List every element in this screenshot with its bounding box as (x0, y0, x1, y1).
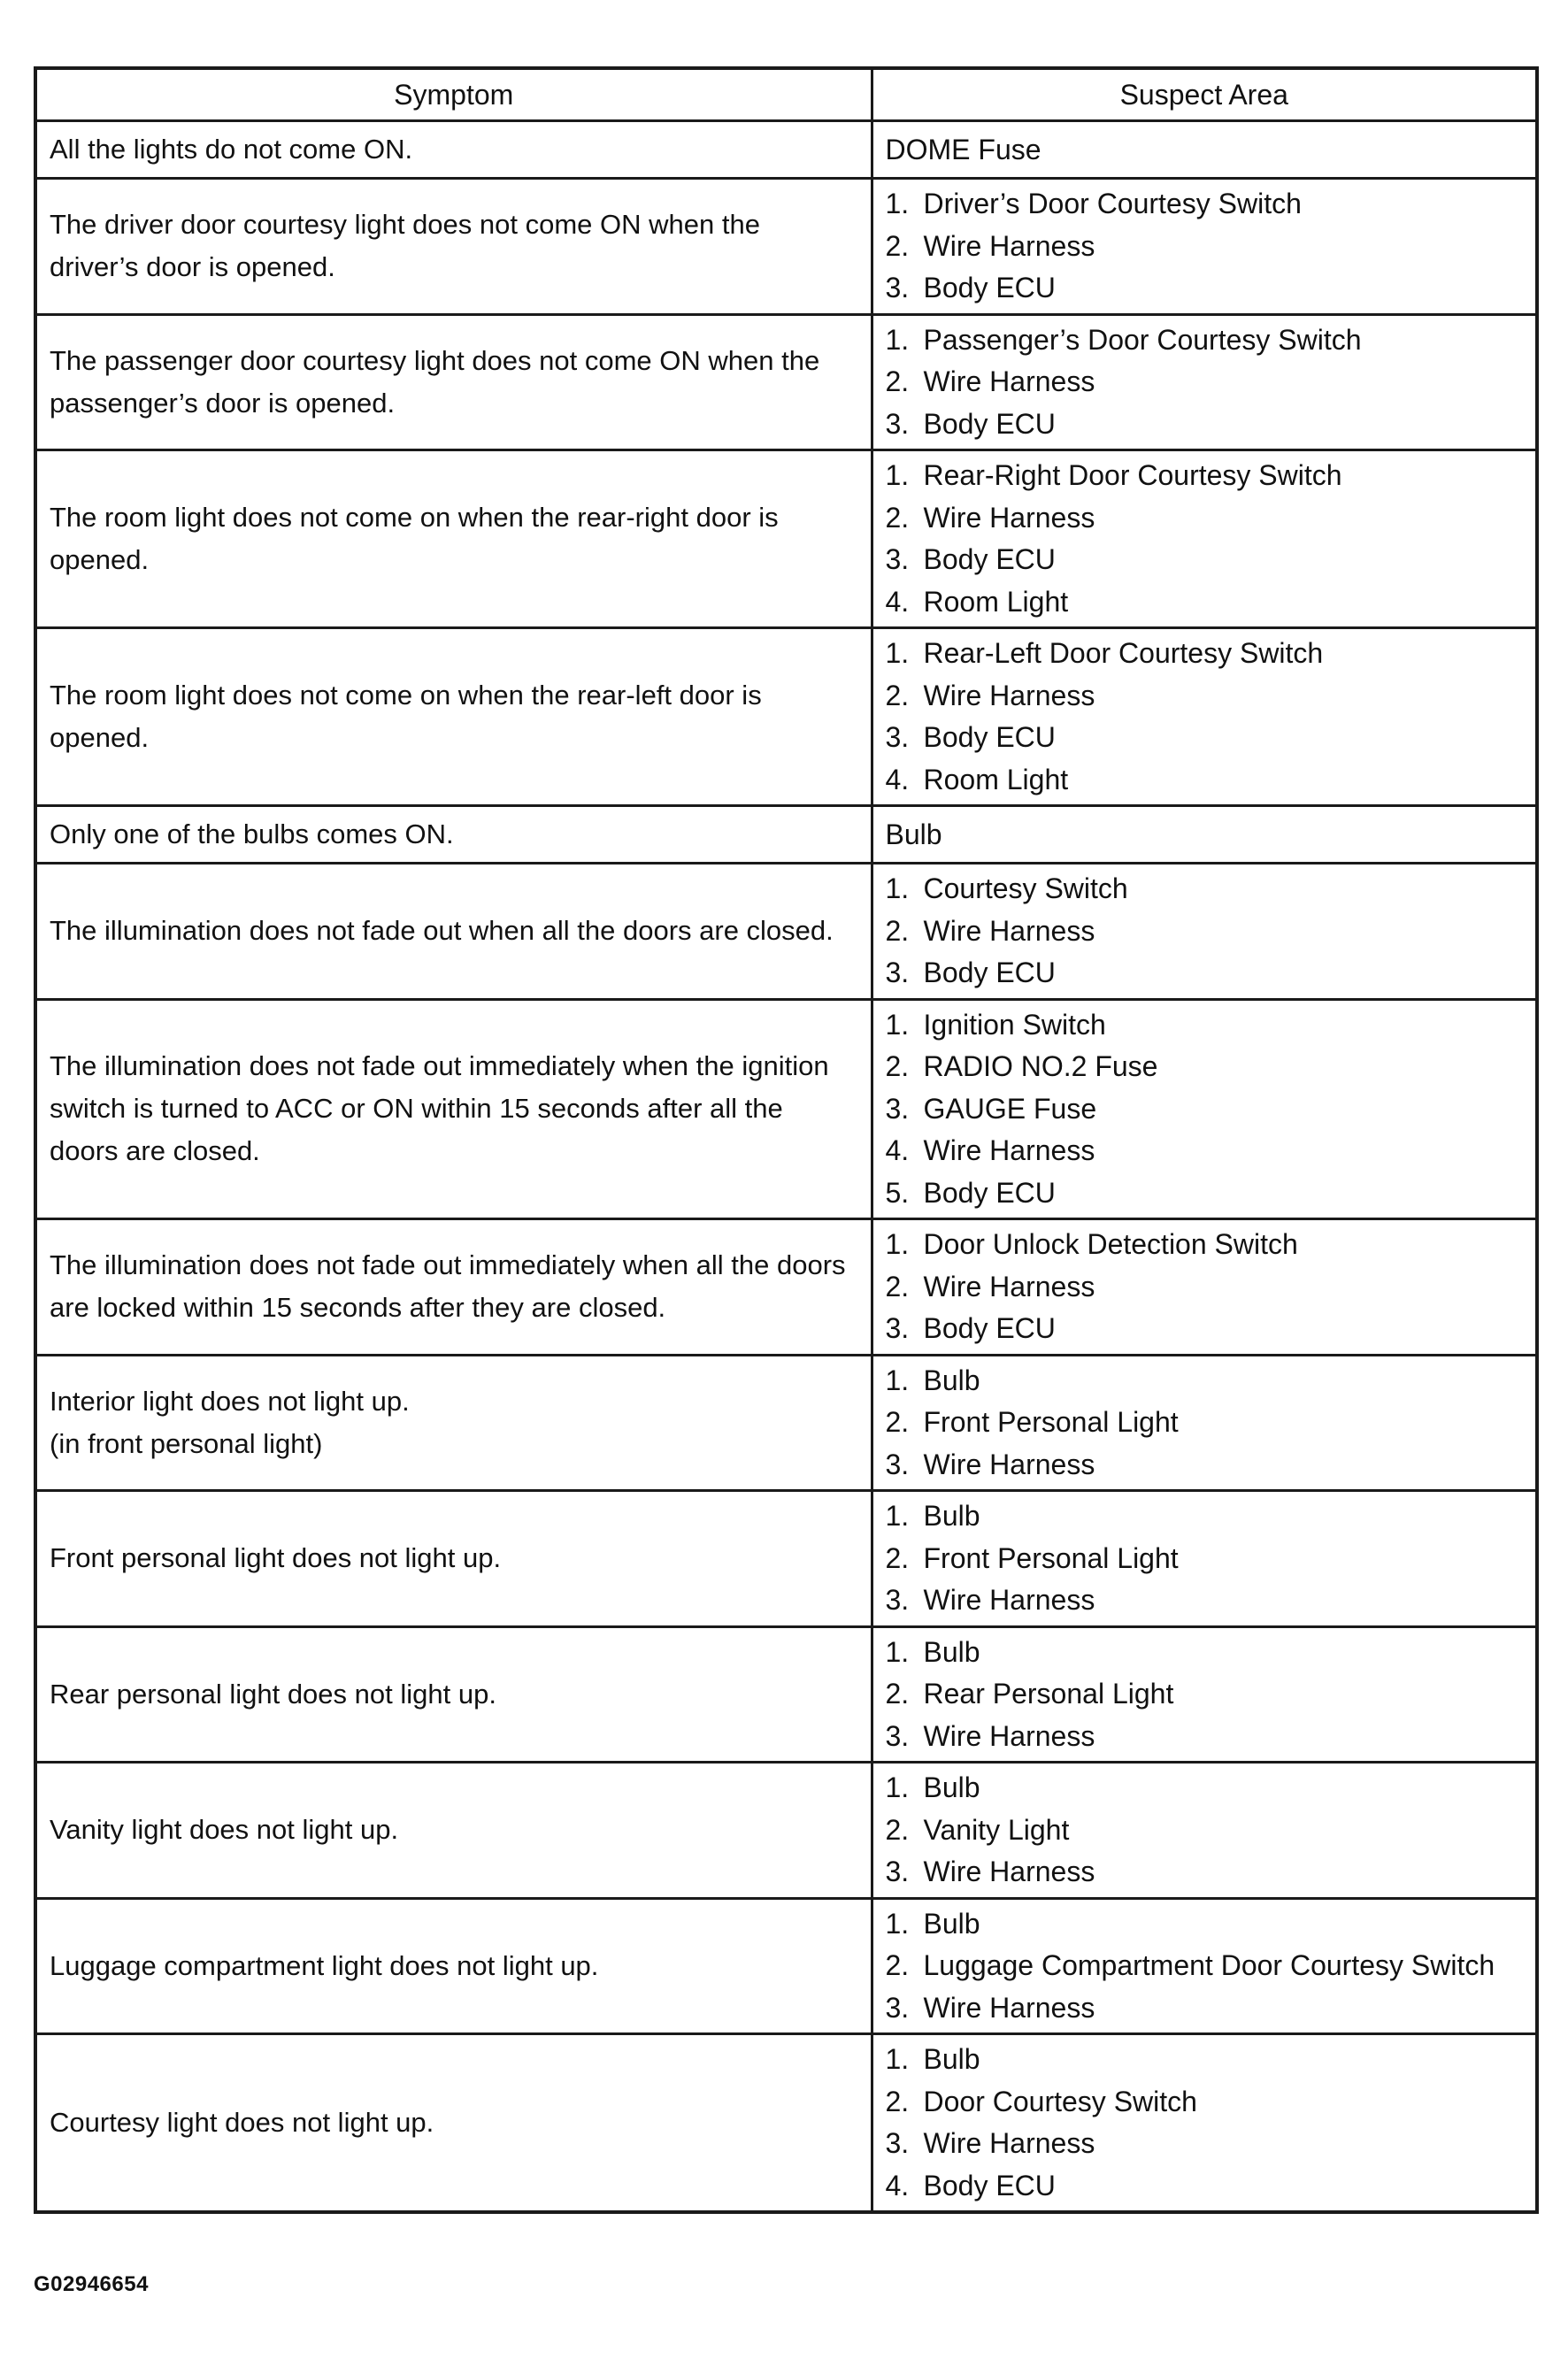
table-row (35, 1219, 1537, 1356)
suspect-area-item-number: 3. (885, 721, 910, 753)
table-row (35, 1355, 1537, 1491)
suspect-area-item (886, 361, 1526, 403)
suspect-area-item-text: Rear-Right Door Courtesy Switch (923, 459, 1342, 491)
suspect-area-item-text: Bulb (923, 1364, 980, 1396)
suspect-area-item-number: 1. (885, 1364, 910, 1396)
suspect-area-item-number: 1. (885, 1008, 910, 1041)
symptom-text: The illumination does not fade out when all the doors are closed. (50, 915, 834, 947)
suspect-area-item-text: Wire Harness (923, 501, 1095, 534)
suspect-area-item-text: Vanity Light (923, 1813, 1070, 1846)
suspect-area-item (886, 868, 1526, 911)
suspect-area-item (886, 1444, 1526, 1487)
suspect-area-item (886, 2165, 1526, 2208)
table-row (35, 1763, 1537, 1899)
symptom-cell (35, 864, 872, 1000)
symptom-cell (35, 2034, 872, 2213)
suspect-area-item-text: Body ECU (923, 543, 1056, 575)
suspect-area-item (886, 759, 1526, 802)
suspect-area-item (886, 1130, 1526, 1172)
suspect-area-item-number: 2. (885, 1270, 910, 1302)
symptom-cell (35, 628, 872, 806)
suspect-area-cell (872, 450, 1537, 628)
suspect-area-list (886, 319, 1526, 446)
suspect-area-cell (872, 628, 1537, 806)
suspect-area-item (886, 497, 1526, 540)
suspect-area-list (886, 455, 1526, 623)
suspect-area-item-number: 2. (885, 1813, 910, 1846)
suspect-area-item (886, 1266, 1526, 1309)
suspect-area-item-number: 2. (885, 501, 910, 534)
symptom-text: The room light does not come on when the rear-left door is opened. (50, 680, 762, 753)
suspect-area-item-text: Wire Harness (923, 229, 1095, 262)
table-row (35, 179, 1537, 315)
suspect-area-item-text: Door Unlock Detection Switch (923, 1228, 1298, 1260)
suspect-area-cell (872, 999, 1537, 1219)
suspect-area-item-text: Body ECU (923, 2169, 1056, 2201)
suspect-area-item-number: 4. (885, 2169, 910, 2201)
symptom-text-line2: (in front personal light) (50, 1427, 323, 1459)
suspect-area-item-number: 3. (885, 407, 910, 440)
suspect-area-item-number: 5. (885, 1176, 910, 1209)
suspect-area-item (886, 1308, 1526, 1350)
suspect-area-item (886, 1402, 1526, 1444)
suspect-area-item-text: Rear Personal Light (923, 1678, 1174, 1710)
symptom-cell (35, 121, 872, 179)
suspect-area-item (886, 1004, 1526, 1047)
suspect-area-list (886, 1632, 1526, 1758)
suspect-area-item-text: Bulb (923, 1500, 980, 1532)
suspect-area-item-number: 1. (885, 1907, 910, 1940)
suspect-area-item-number: 2. (885, 1949, 910, 1981)
table-row (35, 121, 1537, 179)
symptom-cell (35, 1626, 872, 1763)
suspect-area-item-number: 1. (885, 1771, 910, 1803)
suspect-area-item-text: Front Personal Light (923, 1406, 1179, 1438)
symptom-text: Luggage compartment light does not light up. (50, 1949, 599, 1981)
suspect-area-item-text: Room Light (923, 763, 1069, 795)
suspect-area-item (886, 1538, 1526, 1580)
suspect-area-cell (872, 806, 1537, 864)
symptom-table (34, 66, 1539, 2214)
symptom-cell (35, 1355, 872, 1491)
suspect-area-item-number: 2. (885, 2085, 910, 2117)
suspect-area-item (886, 1632, 1526, 1674)
suspect-area-item (886, 717, 1526, 759)
suspect-area-item-number: 1. (885, 637, 910, 669)
table-row (35, 1898, 1537, 2034)
symptom-cell (35, 314, 872, 450)
suspect-area-list (886, 2039, 1526, 2207)
suspect-area-item-number: 1. (885, 2043, 910, 2075)
suspect-area-item (886, 1945, 1526, 1987)
suspect-area-list (886, 633, 1526, 801)
suspect-area-item (886, 1046, 1526, 1088)
suspect-area-item-number: 1. (885, 872, 910, 904)
symptom-cell (35, 1763, 872, 1899)
suspect-area-cell (872, 1219, 1537, 1356)
table-row (35, 864, 1537, 1000)
suspect-area-list (886, 868, 1526, 995)
suspect-area-item (886, 581, 1526, 624)
suspect-area-item-text: Wire Harness (923, 1719, 1095, 1752)
suspect-area-item (886, 455, 1526, 497)
suspect-area-item-text: Bulb (923, 1635, 980, 1668)
symptom-text: Rear personal light does not light up. (50, 1678, 496, 1710)
suspect-area-item (886, 1716, 1526, 1758)
symptom-cell (35, 450, 872, 628)
suspect-area-cell (872, 121, 1537, 179)
symptom-cell (35, 1491, 872, 1627)
suspect-area-item-text: Wire Harness (923, 1270, 1095, 1302)
suspect-area-item (886, 2039, 1526, 2081)
suspect-area-item (886, 1495, 1526, 1538)
suspect-area-item-number: 4. (885, 763, 910, 795)
symptom-text: Courtesy light does not light up. (50, 2107, 434, 2138)
suspect-area-item (886, 1903, 1526, 1946)
suspect-area-item (886, 633, 1526, 675)
symptom-text: Vanity light does not light up. (50, 1814, 399, 1846)
suspect-area-item-text: Passenger’s Door Courtesy Switch (923, 323, 1362, 356)
suspect-area-item-text: Body ECU (923, 272, 1056, 304)
suspect-area-item-number: 2. (885, 1678, 910, 1710)
suspect-area-item (886, 1810, 1526, 1852)
symptom-cell (35, 1219, 872, 1356)
suspect-area-item (886, 403, 1526, 446)
suspect-area-item-number: 3. (885, 1991, 910, 2024)
suspect-area-item-number: 3. (885, 1584, 910, 1616)
symptom-cell (35, 806, 872, 864)
suspect-area-item-number: 2. (885, 1541, 910, 1574)
suspect-area-item (886, 1767, 1526, 1810)
table-row (35, 1626, 1537, 1763)
suspect-area-item-text: Body ECU (923, 957, 1056, 988)
suspect-area-cell (872, 2034, 1537, 2213)
suspect-area-item-text: Body ECU (923, 721, 1056, 753)
suspect-area-item (886, 2123, 1526, 2165)
suspect-area-item-number: 1. (885, 1500, 910, 1532)
suspect-area-item (886, 1579, 1526, 1622)
suspect-area-item-text: Front Personal Light (923, 1541, 1179, 1574)
suspect-area-item-text: Wire Harness (923, 1856, 1095, 1887)
suspect-area-item-number: 4. (885, 1134, 910, 1166)
suspect-area-item (886, 1224, 1526, 1266)
suspect-area-item-text: Body ECU (923, 1312, 1056, 1344)
symptom-text: The room light does not come on when the rear-right door is opened. (50, 502, 779, 575)
suspect-area-cell (872, 314, 1537, 450)
suspect-area-item (886, 1360, 1526, 1402)
suspect-area-list (886, 1224, 1526, 1350)
suspect-area-item-text: RADIO NO.2 Fuse (923, 1050, 1158, 1082)
table-header-row (35, 68, 1537, 121)
suspect-area-item (886, 183, 1526, 226)
table-row (35, 806, 1537, 864)
suspect-area-item-number: 3. (885, 1856, 910, 1887)
suspect-area-item-number: 3. (885, 1719, 910, 1752)
symptom-text: Interior light does not light up. (50, 1385, 410, 1417)
symptom-text: The illumination does not fade out immediately when the ignition switch is turned to ACC or ON within 15 seconds after all the doors are closed. (50, 1050, 829, 1167)
suspect-area-item-text: Wire Harness (923, 914, 1095, 947)
suspect-area-item-text: Ignition Switch (923, 1008, 1106, 1041)
table-row (35, 2034, 1537, 2213)
table-body (35, 121, 1537, 2213)
suspect-area-item-number: 3. (885, 1448, 910, 1480)
suspect-area-item-number: 3. (885, 957, 910, 988)
table-row (35, 450, 1537, 628)
suspect-area-item-number: 2. (885, 914, 910, 947)
suspect-area-cell (872, 864, 1537, 1000)
suspect-area-item-text: Room Light (923, 585, 1069, 618)
suspect-area-item-text: Luggage Compartment Door Courtesy Switch (923, 1949, 1495, 1981)
suspect-area-item-number: 1. (885, 459, 910, 491)
suspect-area-item-text: Bulb (923, 2043, 980, 2075)
symptom-text: All the lights do not come ON. (50, 134, 413, 165)
suspect-area-item (886, 2081, 1526, 2124)
suspect-area-item-text: Wire Harness (923, 1991, 1095, 2024)
suspect-area-cell (872, 1763, 1537, 1899)
suspect-area-item-text: Wire Harness (923, 2127, 1095, 2159)
suspect-area-cell (872, 179, 1537, 315)
suspect-area-list (886, 1903, 1526, 2030)
suspect-area-list (886, 1495, 1526, 1622)
symptom-cell (35, 179, 872, 315)
suspect-area-text: Bulb (885, 818, 942, 850)
suspect-area-list (886, 1360, 1526, 1487)
suspect-area-cell (872, 1626, 1537, 1763)
suspect-area-item-text: Bulb (923, 1907, 980, 1940)
suspect-area-item (886, 952, 1526, 995)
suspect-area-item-number: 3. (885, 2127, 910, 2159)
suspect-area-item (886, 319, 1526, 362)
suspect-area-item (886, 1172, 1526, 1215)
suspect-area-item-number: 1. (885, 188, 910, 219)
suspect-area-item-number: 2. (885, 229, 910, 262)
suspect-area-item-text: Wire Harness (923, 679, 1095, 711)
suspect-area-item-text: Wire Harness (923, 1134, 1095, 1166)
symptom-text: The passenger door courtesy light does not come ON when the passenger’s door is opened. (50, 344, 820, 419)
symptom-table-container (34, 66, 1535, 2214)
suspect-area-list (886, 1767, 1526, 1894)
suspect-area-item (886, 911, 1526, 953)
table-row (35, 314, 1537, 450)
suspect-area-item (886, 539, 1526, 581)
suspect-area-item-number: 2. (885, 679, 910, 711)
suspect-area-cell (872, 1355, 1537, 1491)
column-header-symptom: Symptom (35, 68, 872, 121)
suspect-area-item-number: 4. (885, 585, 910, 618)
suspect-area-item-number: 2. (885, 1050, 910, 1082)
suspect-area-item (886, 1673, 1526, 1716)
suspect-area-item-number: 3. (885, 1312, 910, 1344)
suspect-area-item (886, 1851, 1526, 1894)
suspect-area-list (886, 1004, 1526, 1215)
suspect-area-item-number: 3. (885, 543, 910, 575)
suspect-area-item-text: Body ECU (923, 1176, 1056, 1209)
figure-id: G02946654 (34, 2272, 149, 2296)
suspect-area-item (886, 675, 1526, 718)
symptom-text: Only one of the bulbs comes ON. (50, 818, 454, 849)
suspect-area-item-text: GAUGE Fuse (923, 1092, 1097, 1125)
symptom-text: The driver door courtesy light does not come ON when the driver’s door is opened. (50, 209, 760, 283)
suspect-area-item-text: Door Courtesy Switch (923, 2085, 1197, 2117)
table-row (35, 1491, 1537, 1627)
suspect-area-item-number: 1. (885, 1228, 910, 1260)
symptom-text: Front personal light does not light up. (50, 1542, 502, 1574)
suspect-area-item-number: 3. (885, 272, 910, 304)
suspect-area-item (886, 1987, 1526, 2030)
suspect-area-item-number: 1. (885, 323, 910, 356)
suspect-area-item-text: Wire Harness (923, 365, 1095, 397)
suspect-area-text: DOME Fuse (885, 134, 1041, 165)
suspect-area-item-text: Wire Harness (923, 1584, 1095, 1616)
suspect-area-item-text: Bulb (923, 1771, 980, 1803)
suspect-area-item-text: Wire Harness (923, 1448, 1095, 1480)
suspect-area-item (886, 1088, 1526, 1131)
suspect-area-cell (872, 1491, 1537, 1627)
suspect-area-item-number: 2. (885, 1406, 910, 1438)
suspect-area-list (886, 183, 1526, 310)
suspect-area-item-number: 1. (885, 1635, 910, 1668)
suspect-area-item (886, 226, 1526, 268)
table-row (35, 999, 1537, 1219)
symptom-cell (35, 999, 872, 1219)
suspect-area-item (886, 267, 1526, 310)
suspect-area-item-text: Rear-Left Door Courtesy Switch (923, 637, 1324, 669)
column-header-suspect-area: Suspect Area (872, 68, 1537, 121)
suspect-area-item-text: Body ECU (923, 407, 1056, 440)
suspect-area-item-number: 3. (885, 1092, 910, 1125)
symptom-text: The illumination does not fade out immediately when all the doors are locked within 15 seconds after they are closed. (50, 1249, 846, 1324)
suspect-area-item-text: Driver’s Door Courtesy Switch (923, 188, 1302, 219)
suspect-area-cell (872, 1898, 1537, 2034)
suspect-area-item-text: Courtesy Switch (923, 872, 1128, 904)
symptom-cell (35, 1898, 872, 2034)
suspect-area-item-number: 2. (885, 365, 910, 397)
table-row (35, 628, 1537, 806)
